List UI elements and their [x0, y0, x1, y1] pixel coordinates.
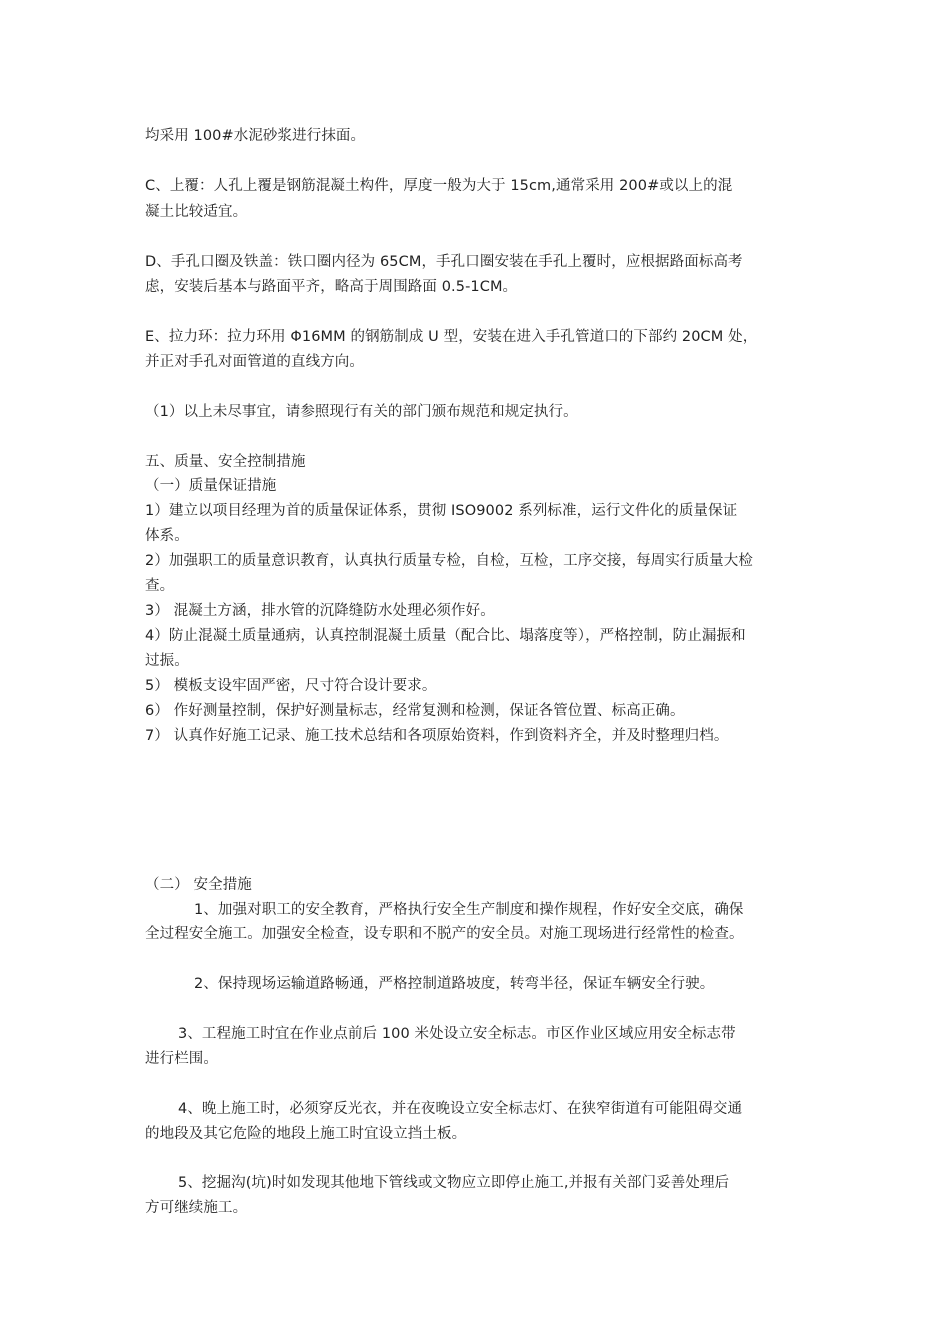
- list-item: 2、保持现场运输道路畅通，严格控制道路坡度，转弯半径，保证车辆安全行驶。: [194, 976, 715, 992]
- text-line: C、上覆：人孔上覆是钢筋混凝土构件，厚度一般为大于 15cm,通常采用 200#或以上的混: [145, 178, 733, 194]
- text-line: 虑，安装后基本与路面平齐，略高于周围路面 0.5-1CM。: [145, 279, 518, 295]
- list-item: 4）防止混凝土质量通病，认真控制混凝土质量（配合比、塌落度等），严格控制，防止漏振和: [145, 628, 746, 644]
- text-line: 均采用 100#水泥砂浆进行抹面。: [145, 128, 366, 144]
- list-item-continuation: 体系。: [145, 528, 189, 544]
- list-item: 5） 模板支设牢固严密，尺寸符合设计要求。: [145, 678, 437, 694]
- list-item: 5、挖掘沟(坑)时如发现其他地下管线或文物应立即停止施工,并报有关部门妥善处理后: [178, 1175, 730, 1191]
- text-line: 凝土比较适宜。: [145, 204, 248, 220]
- subsection-heading: （一）质量保证措施: [145, 478, 277, 494]
- list-item-continuation: 方可继续施工。: [145, 1200, 248, 1216]
- list-item-continuation: 过振。: [145, 653, 189, 669]
- section-heading: 五、质量、安全控制措施: [145, 454, 306, 470]
- list-item-continuation: 查。: [145, 578, 175, 594]
- list-item: 1、加强对职工的安全教育，严格执行安全生产制度和操作规程，作好安全交底，确保: [194, 902, 744, 918]
- list-item-continuation: 的地段及其它危险的地段上施工时宜设立挡土板。: [145, 1126, 467, 1142]
- list-item: 1）建立以项目经理为首的质量保证体系，贯彻 ISO9002 系列标准，运行文件化的质量保证: [145, 503, 738, 519]
- subsection-heading: （二） 安全措施: [145, 877, 252, 893]
- list-item: 4、晚上施工时，必须穿反光衣，并在夜晚设立安全标志灯、在狭窄街道有可能阻碍交通: [178, 1101, 743, 1117]
- list-item-continuation: 进行栏围。: [145, 1051, 218, 1067]
- text-line: D、手孔口圈及铁盖：铁口圈内径为 65CM，手孔口圈安装在手孔上覆时，应根据路面标高考: [145, 254, 743, 270]
- text-line: 并正对手孔对面管道的直线方向。: [145, 354, 364, 370]
- list-item: 6） 作好测量控制，保护好测量标志，经常复测和检测，保证各管位置、标高正确。: [145, 703, 685, 719]
- text-line: （1）以上未尽事宜，请参照现行有关的部门颁布规范和规定执行。: [145, 404, 578, 420]
- list-item: 3、工程施工时宜在作业点前后 100 米处设立安全标志。市区作业区域应用安全标志带: [178, 1026, 736, 1042]
- list-item-continuation: 全过程安全施工。加强安全检查，设专职和不脱产的安全员。对施工现场进行经常性的检查。: [145, 926, 744, 942]
- text-line: E、拉力环：拉力环用 Φ16MM 的钢筋制成 U 型，安装在进入手孔管道口的下部约 20CM 处，: [145, 329, 758, 345]
- list-item: 3） 混凝土方涵，排水管的沉降缝防水处理必须作好。: [145, 603, 495, 619]
- list-item: 7） 认真作好施工记录、施工技术总结和各项原始资料，作到资料齐全，并及时整理归档。: [145, 728, 729, 744]
- list-item: 2）加强职工的质量意识教育，认真执行质量专检，自检，互检，工序交接，每周实行质量大检: [145, 553, 753, 569]
